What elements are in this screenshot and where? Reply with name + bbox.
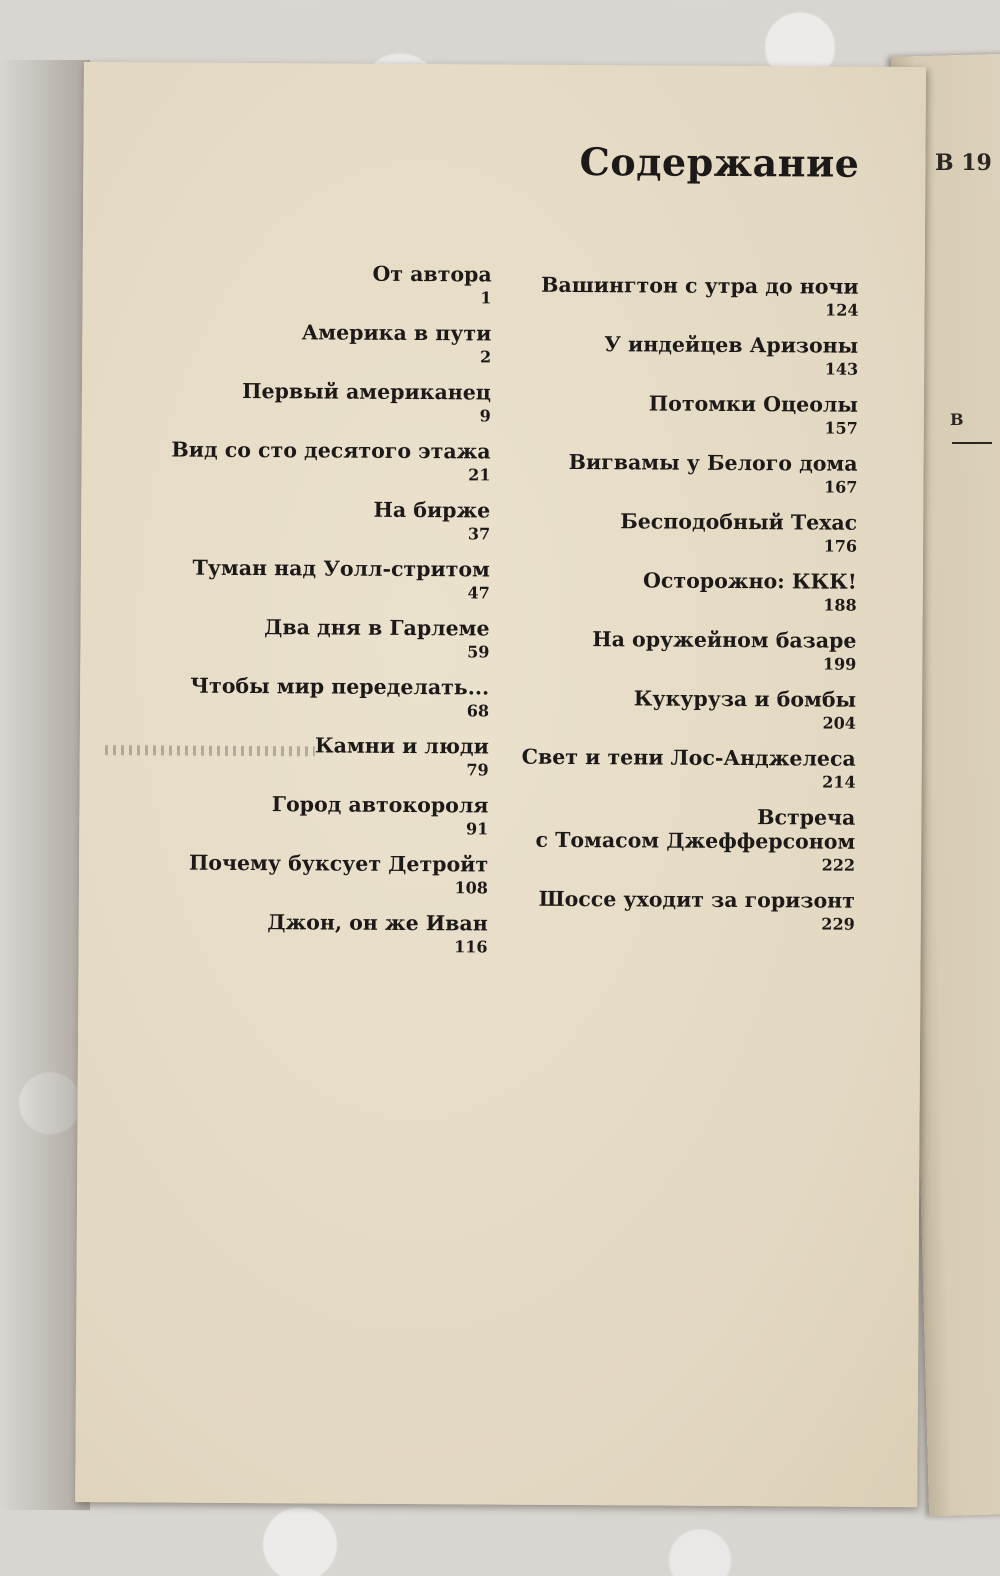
toc-entry-title: Туман над Уолл-стритом <box>192 555 490 582</box>
toc-entry <box>498 273 858 323</box>
toc-entry-title: Камни и люди <box>314 733 489 759</box>
page-title: Содержание <box>579 139 860 186</box>
toc-entry-page: 143 <box>824 359 859 379</box>
toc-entry <box>89 732 489 782</box>
toc-entry-title: Шоссе уходит за горизонт <box>538 886 855 913</box>
toc-entry-title: Два дня в Гарлеме <box>264 615 490 641</box>
toc-entry <box>90 555 490 605</box>
toc-entry-page: 79 <box>466 760 489 780</box>
toc-entry <box>496 686 856 736</box>
toc-entry <box>90 496 490 546</box>
toc-entry-title: От автора <box>372 261 492 287</box>
toc-entry-title: Бесподобный Техас <box>620 509 858 535</box>
toc-entry-page: 2 <box>480 347 492 367</box>
toc-entry-page: 108 <box>454 878 489 898</box>
toc-entry-title: Потомки Оцеолы <box>648 391 858 417</box>
toc-entry <box>498 332 858 382</box>
toc-entry-title: Чтобы мир переделать... <box>190 673 490 700</box>
toc-entry <box>496 745 856 795</box>
toc-entry-title-line1: Встреча <box>757 805 856 830</box>
toc-entry-title: Вигвамы у Белого дома <box>568 449 858 476</box>
toc-entry <box>88 909 488 959</box>
toc-entry-page: 229 <box>821 914 855 934</box>
toc-entry-title: Свет и тени Лос-Анджелеса <box>521 744 856 771</box>
toc-entry-page: 9 <box>479 406 491 426</box>
toc-right-column <box>495 273 859 948</box>
toc-entry <box>90 437 490 487</box>
toc-entry-page: 199 <box>822 654 857 674</box>
toc-entry <box>497 509 857 559</box>
toc-entry-title: Почему буксует Детройт <box>188 850 489 877</box>
toc-entry-page: 47 <box>467 583 490 603</box>
toc-entry-page: 176 <box>823 536 858 556</box>
toc-entry-title: Америка в пути <box>301 320 492 346</box>
book-page <box>75 62 926 1507</box>
toc-entry-title: Вид со сто десятого этажа <box>171 437 491 464</box>
toc-entry <box>89 673 489 723</box>
toc-entry <box>495 887 855 937</box>
toc-entry-page: 1 <box>480 288 492 308</box>
toc-entry-page: 157 <box>824 418 858 438</box>
toc-entry-title: У индейцев Аризоны <box>604 332 859 358</box>
toc-entry-page: 204 <box>822 713 857 733</box>
toc-entry <box>497 568 857 618</box>
toc-entry-title: Город автокороля <box>271 792 489 818</box>
toc-entry-page: 68 <box>466 701 490 721</box>
toc-entry-page: 59 <box>467 642 490 662</box>
toc-entry <box>88 850 488 900</box>
toc-entry-title: Осторожно: ККК! <box>643 568 857 594</box>
toc-entry-title: Первый американец <box>242 378 492 405</box>
toc-entry-page: 124 <box>825 300 859 320</box>
toc-entry-title: На бирже <box>373 497 491 523</box>
toc-entry-title: Кукуруза и бомбы <box>633 686 857 712</box>
toc-entry <box>495 804 855 878</box>
toc-entry-page: 188 <box>823 595 857 615</box>
toc-entry <box>497 450 857 500</box>
toc-entry <box>498 391 858 441</box>
toc-entry-title-line2: с Томасом Джефферсоном <box>535 827 856 854</box>
toc-entry-title: Вашингтон с утра до ночи <box>541 272 859 299</box>
toc-entry-page: 116 <box>454 937 488 957</box>
toc-entry-page: 37 <box>467 524 491 544</box>
toc-entry <box>91 260 491 310</box>
print-speckle <box>105 745 315 756</box>
toc-entry-page: 167 <box>823 477 858 497</box>
next-page-text-top: В 19 <box>935 150 992 176</box>
toc-entry <box>88 791 488 841</box>
toc-left-column <box>87 260 491 970</box>
toc-entry-title: Джон, он же Иван <box>267 910 488 936</box>
toc-entry-page: 91 <box>465 819 489 839</box>
toc-entry <box>496 627 856 677</box>
toc-entry-page: 222 <box>821 855 856 875</box>
toc-entry <box>89 614 489 664</box>
toc-entry <box>91 378 491 428</box>
toc-entry-title: На оружейном базаре <box>592 627 857 653</box>
next-page-text-mid: В <box>950 410 1000 448</box>
toc-entry <box>91 319 491 369</box>
toc-entry-page: 21 <box>468 465 491 485</box>
toc-entry-page: 214 <box>822 772 856 792</box>
